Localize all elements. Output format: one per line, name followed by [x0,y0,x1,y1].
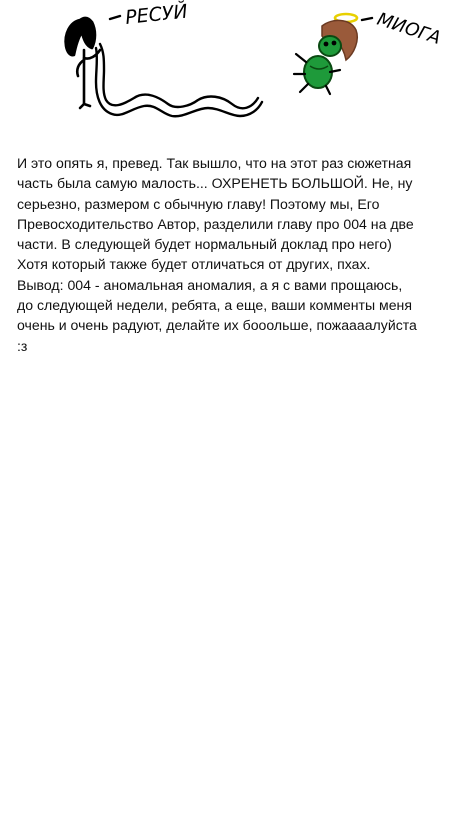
post-caption: И это опять я, превед. Так вышло, что на этот раз сюжетная часть была самую малость... ОХРЕНЕТЬ БОЛЬШОЙ. Не, ну серьезно, размером с обычную главу! Поэтому мы, Его Превосходительство Автор, разделили главу про 004 на две части. В следующей будет нормальный доклад про него) Хотя который также будет отличаться от других, пхах. Вывод: 004 - аномальная аномалия, а я с вами прощаюсь, до следующей недели, ребята, а еще, ваши комменты меня очень и очень радуют, делайте их бооольше, пожаааалуйста :з [17,155,417,354]
girl-figure [66,18,100,108]
label-dash-right [362,18,372,20]
left-label: РЕСУЙ [124,0,189,29]
wavy-tail [100,44,258,108]
right-label: МИОГА [374,8,444,50]
label-dash-left [110,16,120,19]
bug-figure [294,14,357,94]
doodle-drawing [0,0,460,140]
